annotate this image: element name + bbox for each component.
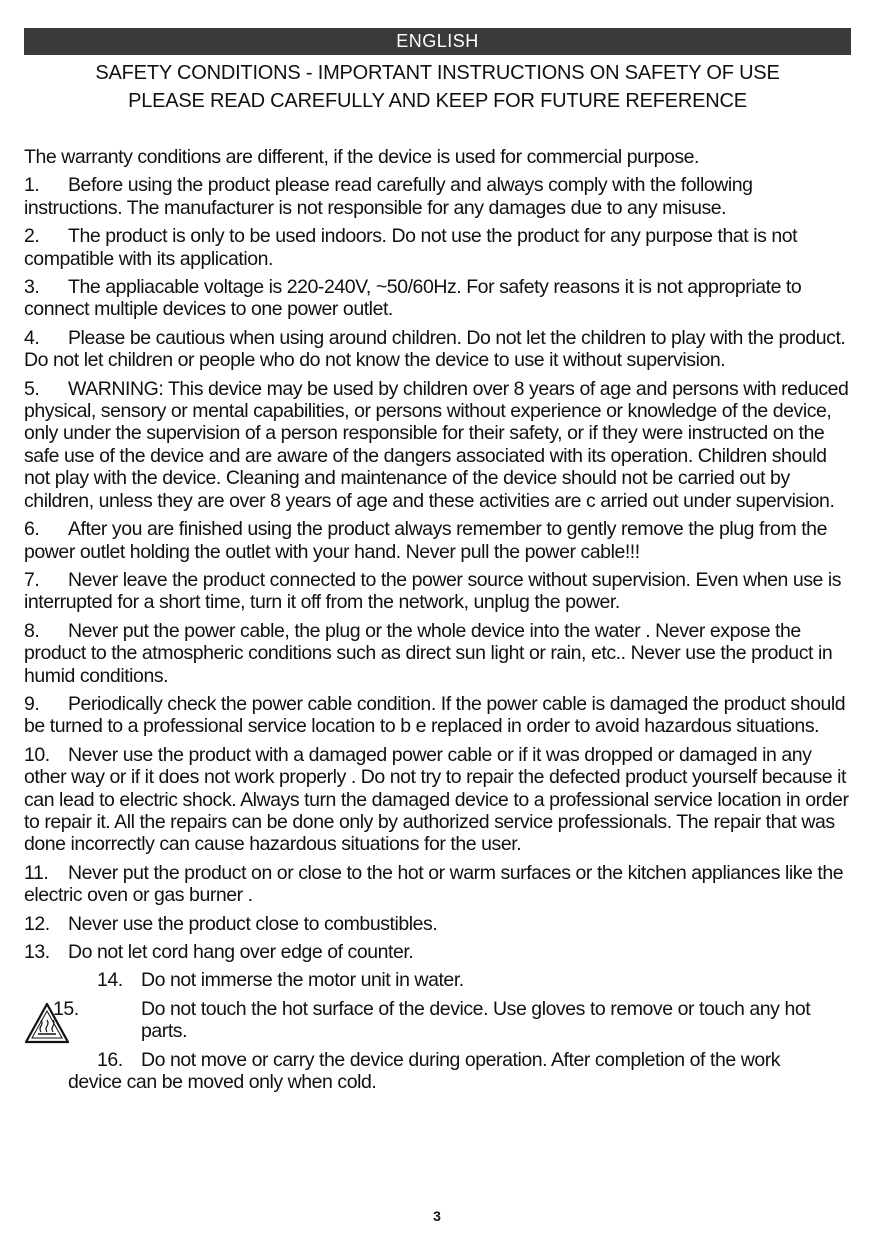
instruction-item-12: [24, 913, 851, 935]
instruction-item-8: [24, 620, 851, 687]
item-text: Do not immerse the motor unit in water.: [141, 969, 464, 992]
item-number: 14.: [97, 969, 123, 992]
instruction-item-5: [24, 378, 851, 512]
item-number: 13.: [24, 941, 50, 963]
item-number: 11.: [24, 861, 49, 884]
item-text: Please be cautious when using around children. Do not let the children to play with the product. Do not let children or people who do not know the device to use it without supervision.: [24, 326, 846, 372]
instruction-item-14: [24, 969, 851, 991]
item-text-continuation: device can be moved only when cold.: [68, 1071, 377, 1094]
instruction-item-15: [24, 998, 851, 1043]
instruction-item-1: [24, 174, 851, 219]
item-number: 5.: [24, 377, 40, 400]
item-text: Never leave the product connected to the power source without supervision. Even when use is interrupted for a short time, turn it off from the network, unplug the power.: [24, 568, 842, 614]
item-number: 4.: [24, 326, 40, 349]
instruction-item-9: [24, 693, 851, 738]
language-label: ENGLISH: [396, 31, 479, 51]
item-text: WARNING: This device may be used by children over 8 years of age and persons with reduced physical, sensory or mental capabilities, or persons without experience or knowledge of the device, only under the supervision of a person responsible for their safety, or if they were instructed on the safe use of the device and are aware of the dangers associated with its operation. Children should not play with the device. Cleaning and maintenance of the device should not be carried out by children, unless they are over 8 years of age and these activities are c arried out under supervision.: [24, 377, 849, 512]
item-text: Periodically check the power cable condition. If the power cable is damaged the product should be turned to a professional service location to b e replaced in order to avoid hazardous situations.: [24, 692, 846, 738]
item-number: 6.: [24, 518, 40, 541]
item-number: 3.: [24, 276, 40, 299]
page-title-line-1: SAFETY CONDITIONS - IMPORTANT INSTRUCTIONS ON SAFETY OF USE: [95, 62, 780, 84]
item-text: The appliacable voltage is 220-240V, ~50/60Hz. For safety reasons it is not appropriate to connect multiple devices to one power outlet.: [24, 276, 802, 321]
item-number: 12.: [24, 912, 50, 935]
hot-surface-warning-icon: [24, 1002, 70, 1044]
item-text: Never use the product close to combustibles.: [68, 912, 438, 935]
item-number: 10.: [24, 743, 50, 766]
item-number: 16.: [97, 1048, 123, 1071]
item-number: 7.: [24, 568, 40, 591]
instruction-item-4: [24, 327, 851, 372]
item-text: The product is only to be used indoors. Do not use the product for any purpose that is not compatible with its application.: [24, 225, 798, 270]
item-text: Never put the power cable, the plug or the whole device into the water . Never expose the product to the atmospheric conditions such as direct sun light or rain, etc.. Never use the product in humid conditions.: [24, 619, 833, 687]
instruction-item-6: [24, 518, 851, 563]
language-header-bar: [24, 28, 851, 55]
item-text: After you are finished using the product always remember to gently remove the plug from the power outlet holding the outlet with your hand. Never pull the power cable!!!: [24, 518, 827, 563]
intro-paragraph: The warranty conditions are different, if the device is used for commercial purpose.: [24, 146, 700, 168]
instruction-item-13: [24, 941, 851, 963]
item-text: Before using the product please read carefully and always comply with the following instructions. The manufacturer is not responsible for any damages due to any misuse.: [24, 174, 753, 219]
item-text: Do not let cord hang over edge of counter.: [68, 941, 414, 963]
instruction-item-2: [24, 225, 851, 270]
instruction-item-7: [24, 569, 851, 614]
item-text: Never use the product with a damaged power cable or if it was dropped or damaged in any other way or if it does not work properly . Do not try to repair the defected product yourself because it can lead to electric shock. Always turn the damaged device to a professional service location in order to repair it. All the repairs can be done only by authorized service professionals. The repair that was done incorrectly can cause hazardous situations for the user.: [24, 743, 849, 856]
instruction-item-3: [24, 276, 851, 321]
item-text: Never put the product on or close to the hot or warm surfaces or the kitchen appliances like the electric oven or gas burner .: [24, 861, 844, 907]
item-number: 9.: [24, 692, 40, 715]
item-text: Do not move or carry the device during operation. After completion of the work: [141, 1048, 781, 1071]
item-text: Do not touch the hot surface of the device. Use gloves to remove or touch any hot parts.: [141, 997, 811, 1043]
item-number: 1.: [24, 174, 40, 197]
page-title-line-2: PLEASE READ CAREFULLY AND KEEP FOR FUTURE REFERENCE: [128, 90, 747, 112]
instructions-body: [24, 146, 851, 1099]
instruction-item-10: [24, 744, 851, 856]
item-number: 8.: [24, 619, 40, 642]
item-number: 2.: [24, 225, 40, 248]
item-number: 15.: [53, 997, 79, 1020]
instruction-item-11: [24, 862, 851, 907]
hot-surface-section: [24, 969, 851, 1093]
instruction-item-16: [24, 1049, 851, 1094]
page-number: 3: [433, 1208, 441, 1224]
